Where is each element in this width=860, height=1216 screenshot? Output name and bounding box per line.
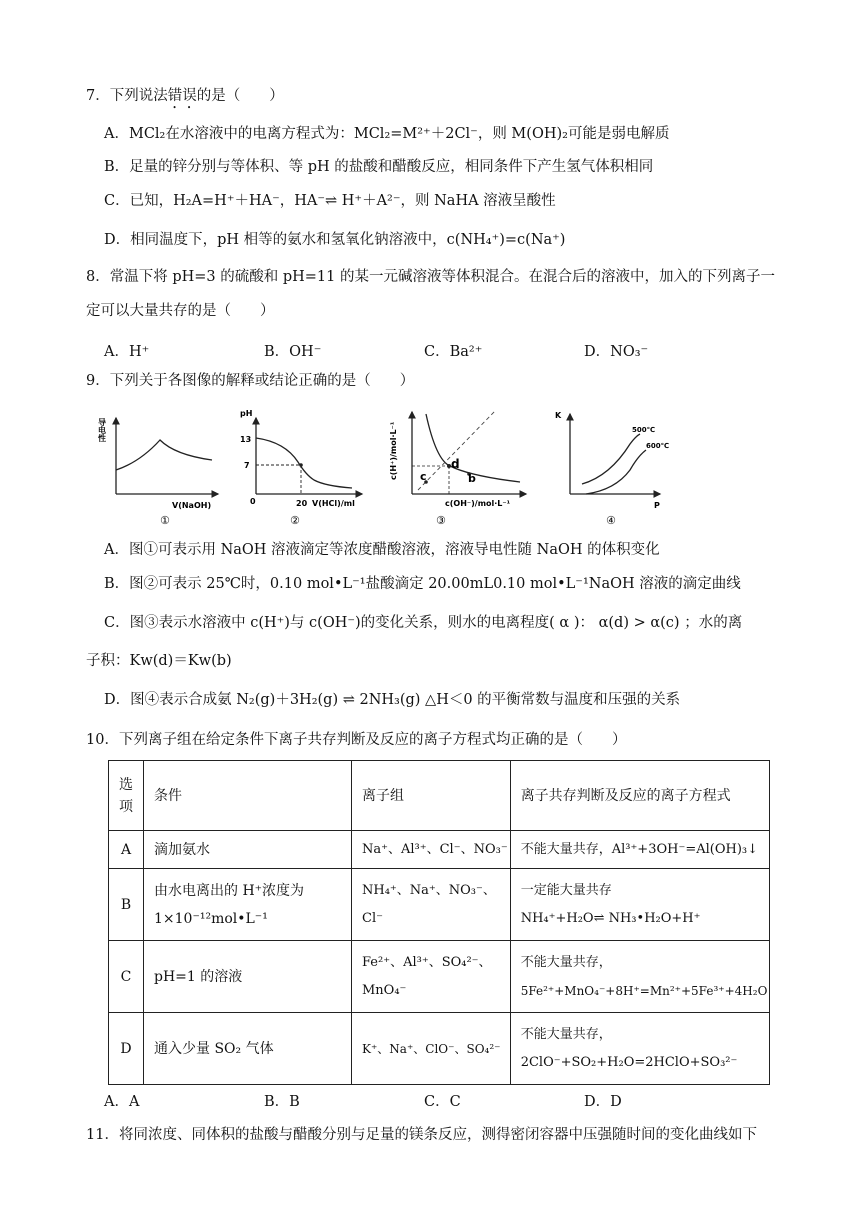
table-row xyxy=(109,941,770,1013)
row-c-ions: Fe²⁺、Al³⁺、SO₄²⁻、MnO₄⁻ xyxy=(352,941,511,1013)
q7-option-b: B．足量的锌分别与等体积、等 pH 的盐酸和醋酸反应，相同条件下产生氢气体积相同 xyxy=(104,159,654,175)
q9-stem: 9．下列关于各图像的解释或结论正确的是（ ） xyxy=(86,373,415,389)
fig4-temp-500: 500℃ xyxy=(632,426,656,434)
fig3-point-b: b xyxy=(468,472,476,485)
fig2-xlabel: V(HCl)/ml xyxy=(312,499,355,508)
row-d-condition: 通入少量 SO₂ 气体 xyxy=(144,1013,352,1085)
q11-stem: 11．将同浓度、同体积的盐酸与醋酸分别与足量的镁条反应，测得密闭容器中压强随时间的变化曲线如下 xyxy=(86,1127,757,1143)
row-a-ions: Na⁺、Al³⁺、Cl⁻、NO₃⁻ xyxy=(352,831,511,869)
row-b-judgement: 一定能大量共存 NH₄⁺+H₂O⇌ NH₃•H₂O+H⁺ xyxy=(510,869,770,941)
fig2-number: ② xyxy=(290,514,300,527)
fig1-number: ① xyxy=(160,514,170,527)
q9-option-a: A．图①可表示用 NaOH 溶液滴定等浓度醋酸溶液，溶液导电性随 NaOH 的体积变化 xyxy=(104,542,660,558)
fig4-number: ④ xyxy=(606,514,616,527)
q8-option-b: B．OH⁻ xyxy=(264,344,322,360)
fig3-number: ③ xyxy=(436,514,446,527)
q10-stem: 10．下列离子组在给定条件下离子共存判断及反应的离子方程式均正确的是（ ） xyxy=(86,732,627,748)
row-d-option: D xyxy=(109,1013,144,1085)
table-row xyxy=(109,831,770,869)
fig2-tick-7: 7 xyxy=(244,461,250,470)
q8-options xyxy=(104,340,744,361)
q8-stem-line1: 8．常温下将 pH=3 的硫酸和 pH=11 的某一元碱溶液等体积混合。在混合后的溶液中，加入的下列离子一 xyxy=(86,269,775,285)
q10-option-b: B．B xyxy=(264,1094,300,1110)
fig2-tick-13: 13 xyxy=(240,435,252,444)
fig1-ylabel: 导电性 xyxy=(97,418,107,442)
q10-option-c: C．C xyxy=(424,1094,461,1110)
header-option: 选项 xyxy=(109,761,144,831)
row-b-option: B xyxy=(109,869,144,941)
fig2-tick-20: 20 xyxy=(296,499,308,508)
row-c-judgement: 不能大量共存， 5Fe²⁺+MnO₄⁻+8H⁺=Mn²⁺+5Fe³⁺+4H₂O xyxy=(510,941,770,1013)
row-a-judgement: 不能大量共存，Al³⁺+3OH⁻=Al(OH)₃↓ xyxy=(510,831,770,869)
figure-2 xyxy=(240,409,362,527)
fig3-ylabel: c(H⁺)/mol·L⁻¹ xyxy=(389,421,398,480)
fig2-ylabel: pH xyxy=(240,409,253,418)
figure-4 xyxy=(555,411,669,527)
row-c-condition: pH=1 的溶液 xyxy=(144,941,352,1013)
row-c-option: C xyxy=(109,941,144,1013)
q9-figures xyxy=(97,400,680,530)
header-ions: 离子组 xyxy=(352,761,511,831)
q9-option-c-line1: C．图③表示水溶液中 c(H⁺)与 c(OH⁻)的变化关系，则水的电离程度( α )： α(d) > α(c) ；水的离 xyxy=(104,615,743,631)
row-d-ions: K⁺、Na⁺、ClO⁻、SO₄²⁻ xyxy=(352,1013,511,1085)
table-header-row xyxy=(109,761,770,831)
q9-option-c-line2: 子积：Kw(d)＝Kw(b) xyxy=(86,653,232,669)
row-b-ions: NH₄⁺、Na⁺、NO₃⁻、Cl⁻ xyxy=(352,869,511,941)
q10-option-d: D．D xyxy=(584,1094,622,1110)
row-d-judgement: 不能大量共存， 2ClO⁻+SO₂+H₂O=2HClO+SO₃²⁻ xyxy=(510,1013,770,1085)
fig4-xlabel: P xyxy=(654,501,660,510)
fig3-xlabel: c(OH⁻)/mol·L⁻¹ xyxy=(445,499,511,508)
q7-option-a: A．MCl₂在水溶液中的电离方程式为：MCl₂=M²⁺＋2Cl⁻，则 M(OH)₂可能是弱电解质 xyxy=(104,126,670,142)
q8-stem-line2: 定可以大量共存的是（ ） xyxy=(86,303,275,319)
figure-3 xyxy=(389,410,526,527)
q8-option-a: A．H⁺ xyxy=(104,344,150,360)
row-a-condition: 滴加氨水 xyxy=(144,831,352,869)
row-a-option: A xyxy=(109,831,144,869)
row-b-condition: 由水电离出的 H⁺浓度为 1×10⁻¹²mol•L⁻¹ xyxy=(144,869,352,941)
fig3-point-d: d xyxy=(451,457,460,471)
q9-option-b: B．图②可表示 25℃时，0.10 mol•L⁻¹盐酸滴定 20.00mL0.10 mol•L⁻¹NaOH 溶液的滴定曲线 xyxy=(104,576,741,592)
fig4-temp-600: 600℃ xyxy=(646,442,670,450)
fig2-origin: 0 xyxy=(250,497,256,506)
header-judgement: 离子共存判断及反应的离子方程式 xyxy=(510,761,770,831)
q10-option-a: A．A xyxy=(104,1094,140,1110)
q7-option-d: D．相同温度下，pH 相等的氨水和氢氧化钠溶液中，c(NH₄⁺)=c(Na⁺) xyxy=(104,232,566,248)
table-row xyxy=(109,1013,770,1085)
header-condition: 条件 xyxy=(144,761,352,831)
q7-stem: 7．下列说法错误的是（ ） xyxy=(86,88,284,104)
fig1-xlabel: V(NaOH) xyxy=(172,501,212,510)
q10-table xyxy=(108,760,770,1085)
fig3-point-c: c xyxy=(420,470,427,483)
figure-1 xyxy=(98,417,219,527)
q7-option-c: C．已知，H₂A=H⁺＋HA⁻，HA⁻⇌ H⁺＋A²⁻，则 NaHA 溶液呈酸性 xyxy=(104,193,556,209)
q8-option-c: C．Ba²⁺ xyxy=(424,344,483,360)
fig4-ylabel: K xyxy=(555,411,562,420)
q8-option-d: D．NO₃⁻ xyxy=(584,344,649,360)
q9-option-d: D．图④表示合成氨 N₂(g)＋3H₂(g) ⇌ 2NH₃(g) △H＜0 的平衡常数与温度和压强的关系 xyxy=(104,692,681,708)
table-row xyxy=(109,869,770,941)
q10-options xyxy=(104,1090,744,1111)
